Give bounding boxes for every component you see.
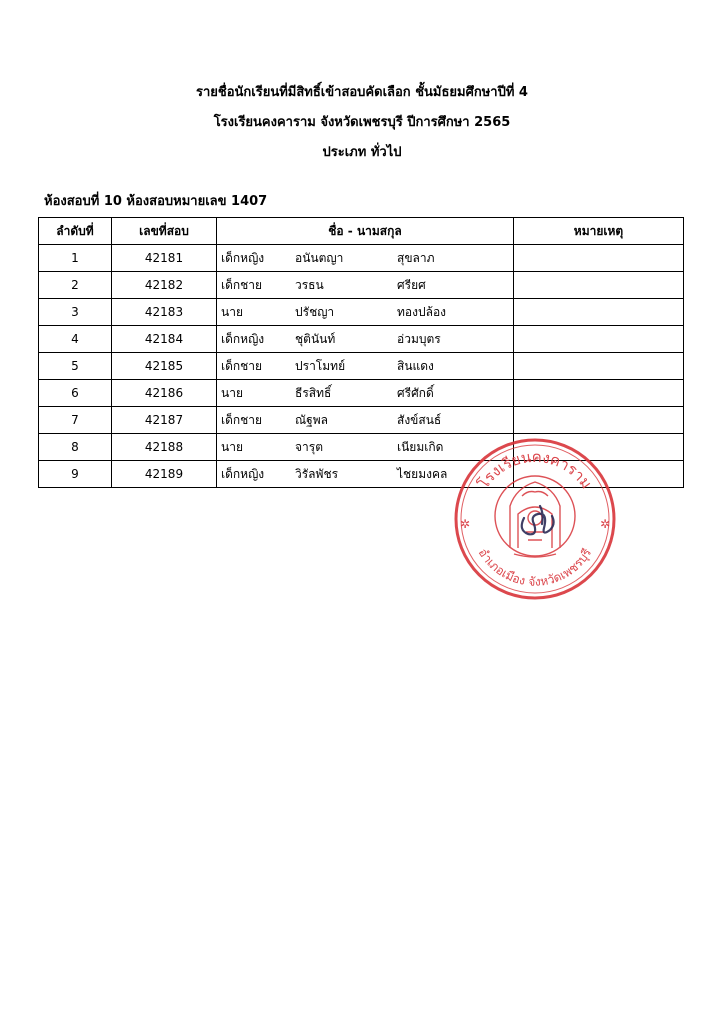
- cell-order: 1: [39, 245, 112, 272]
- header-line-2: โรงเรียนคงคาราม จังหวัดเพชรบุรี ปีการศึกษา 2565: [213, 115, 511, 130]
- cell-order: 6: [39, 380, 112, 407]
- first-name: ปรัชญา: [295, 305, 335, 319]
- cell-exam-no: 42183: [112, 299, 217, 326]
- cell-name: [217, 353, 514, 380]
- header-order: ลำดับที่: [39, 218, 112, 245]
- header-line-1: รายชื่อนักเรียนที่มีสิทธิ์เข้าสอบคัดเลือก ชั้นมัธยมศึกษาปีที่ 4: [196, 85, 528, 100]
- exam-room-title: ห้องสอบที่ 10 ห้องสอบหมายเลข 1407: [44, 194, 268, 209]
- cell-remark: [514, 407, 684, 434]
- last-name: ทองปล้อง: [397, 305, 447, 319]
- seal-star-left-icon: ✲: [460, 517, 471, 531]
- cell-exam-no: 42184: [112, 326, 217, 353]
- first-name: วรธน: [295, 278, 324, 292]
- cell-name: [217, 299, 514, 326]
- seal-bottom-text: อำเภอเมือง จังหวัดเพชรบุรี: [475, 545, 595, 589]
- cell-name: [217, 326, 514, 353]
- last-name: สินแดง: [397, 359, 434, 373]
- name-title: นาย: [221, 440, 243, 454]
- cell-name: [217, 245, 514, 272]
- cell-remark: [514, 299, 684, 326]
- document-header: [0, 78, 724, 168]
- cell-order: 2: [39, 272, 112, 299]
- first-name: อนันตญา: [295, 251, 344, 265]
- name-title: นาย: [221, 305, 243, 319]
- cell-name: [217, 272, 514, 299]
- cell-remark: [514, 380, 684, 407]
- cell-exam-no: 42189: [112, 461, 217, 488]
- name-title: เด็กหญิง: [221, 251, 265, 265]
- cell-exam-no: 42182: [112, 272, 217, 299]
- header-exam-no: เลขที่สอบ: [112, 218, 217, 245]
- cell-name: [217, 407, 514, 434]
- table-row: [39, 380, 684, 407]
- header-line-3: ประเภท ทั่วไป: [322, 145, 402, 160]
- last-name: สุขลาภ: [397, 251, 435, 265]
- table-header-row: [39, 218, 684, 245]
- name-title: เด็กหญิง: [221, 332, 265, 346]
- name-title: เด็กชาย: [221, 413, 263, 427]
- school-seal-stamp: [452, 436, 618, 602]
- cell-order: 7: [39, 407, 112, 434]
- first-name: ธีรสิทธิ์: [295, 386, 332, 400]
- table-row: [39, 272, 684, 299]
- cell-exam-no: 42187: [112, 407, 217, 434]
- name-title: เด็กชาย: [221, 278, 263, 292]
- table-row: [39, 353, 684, 380]
- cell-order: 8: [39, 434, 112, 461]
- cell-exam-no: 42185: [112, 353, 217, 380]
- cell-remark: [514, 353, 684, 380]
- table-row: [39, 407, 684, 434]
- table-row: [39, 245, 684, 272]
- last-name: ศรีศักดิ์: [397, 386, 434, 400]
- cell-exam-no: 42188: [112, 434, 217, 461]
- cell-exam-no: 42186: [112, 380, 217, 407]
- first-name: ชุตินันท์: [295, 332, 336, 346]
- signature-icon: [522, 506, 554, 534]
- cell-remark: [514, 272, 684, 299]
- header-name: ชื่อ - นามสกุล: [217, 218, 514, 245]
- first-name: จารุต: [295, 440, 324, 454]
- cell-order: 4: [39, 326, 112, 353]
- name-title: นาย: [221, 386, 243, 400]
- last-name: เนียมเกิด: [397, 440, 444, 454]
- seal-star-right-icon: ✲: [600, 517, 611, 531]
- cell-exam-no: 42181: [112, 245, 217, 272]
- cell-order: 5: [39, 353, 112, 380]
- cell-order: 9: [39, 461, 112, 488]
- header-remark: หมายเหตุ: [514, 218, 684, 245]
- cell-remark: [514, 326, 684, 353]
- last-name: ไชยมงคล: [397, 467, 448, 481]
- first-name: ปราโมทย์: [295, 359, 346, 373]
- cell-order: 3: [39, 299, 112, 326]
- name-title: เด็กหญิง: [221, 467, 265, 481]
- last-name: สังข์สนธ์: [397, 413, 442, 427]
- table-row: [39, 326, 684, 353]
- last-name: อ่วมบุตร: [397, 332, 441, 346]
- cell-name: [217, 380, 514, 407]
- name-title: เด็กชาย: [221, 359, 263, 373]
- seal-top-text: โรงเรียนคงคาราม: [474, 447, 596, 493]
- table-row: [39, 299, 684, 326]
- cell-remark: [514, 245, 684, 272]
- first-name: วิรัลพัชร: [295, 467, 339, 481]
- last-name: ศรียศ: [397, 278, 426, 292]
- first-name: ณัฐพล: [295, 413, 329, 427]
